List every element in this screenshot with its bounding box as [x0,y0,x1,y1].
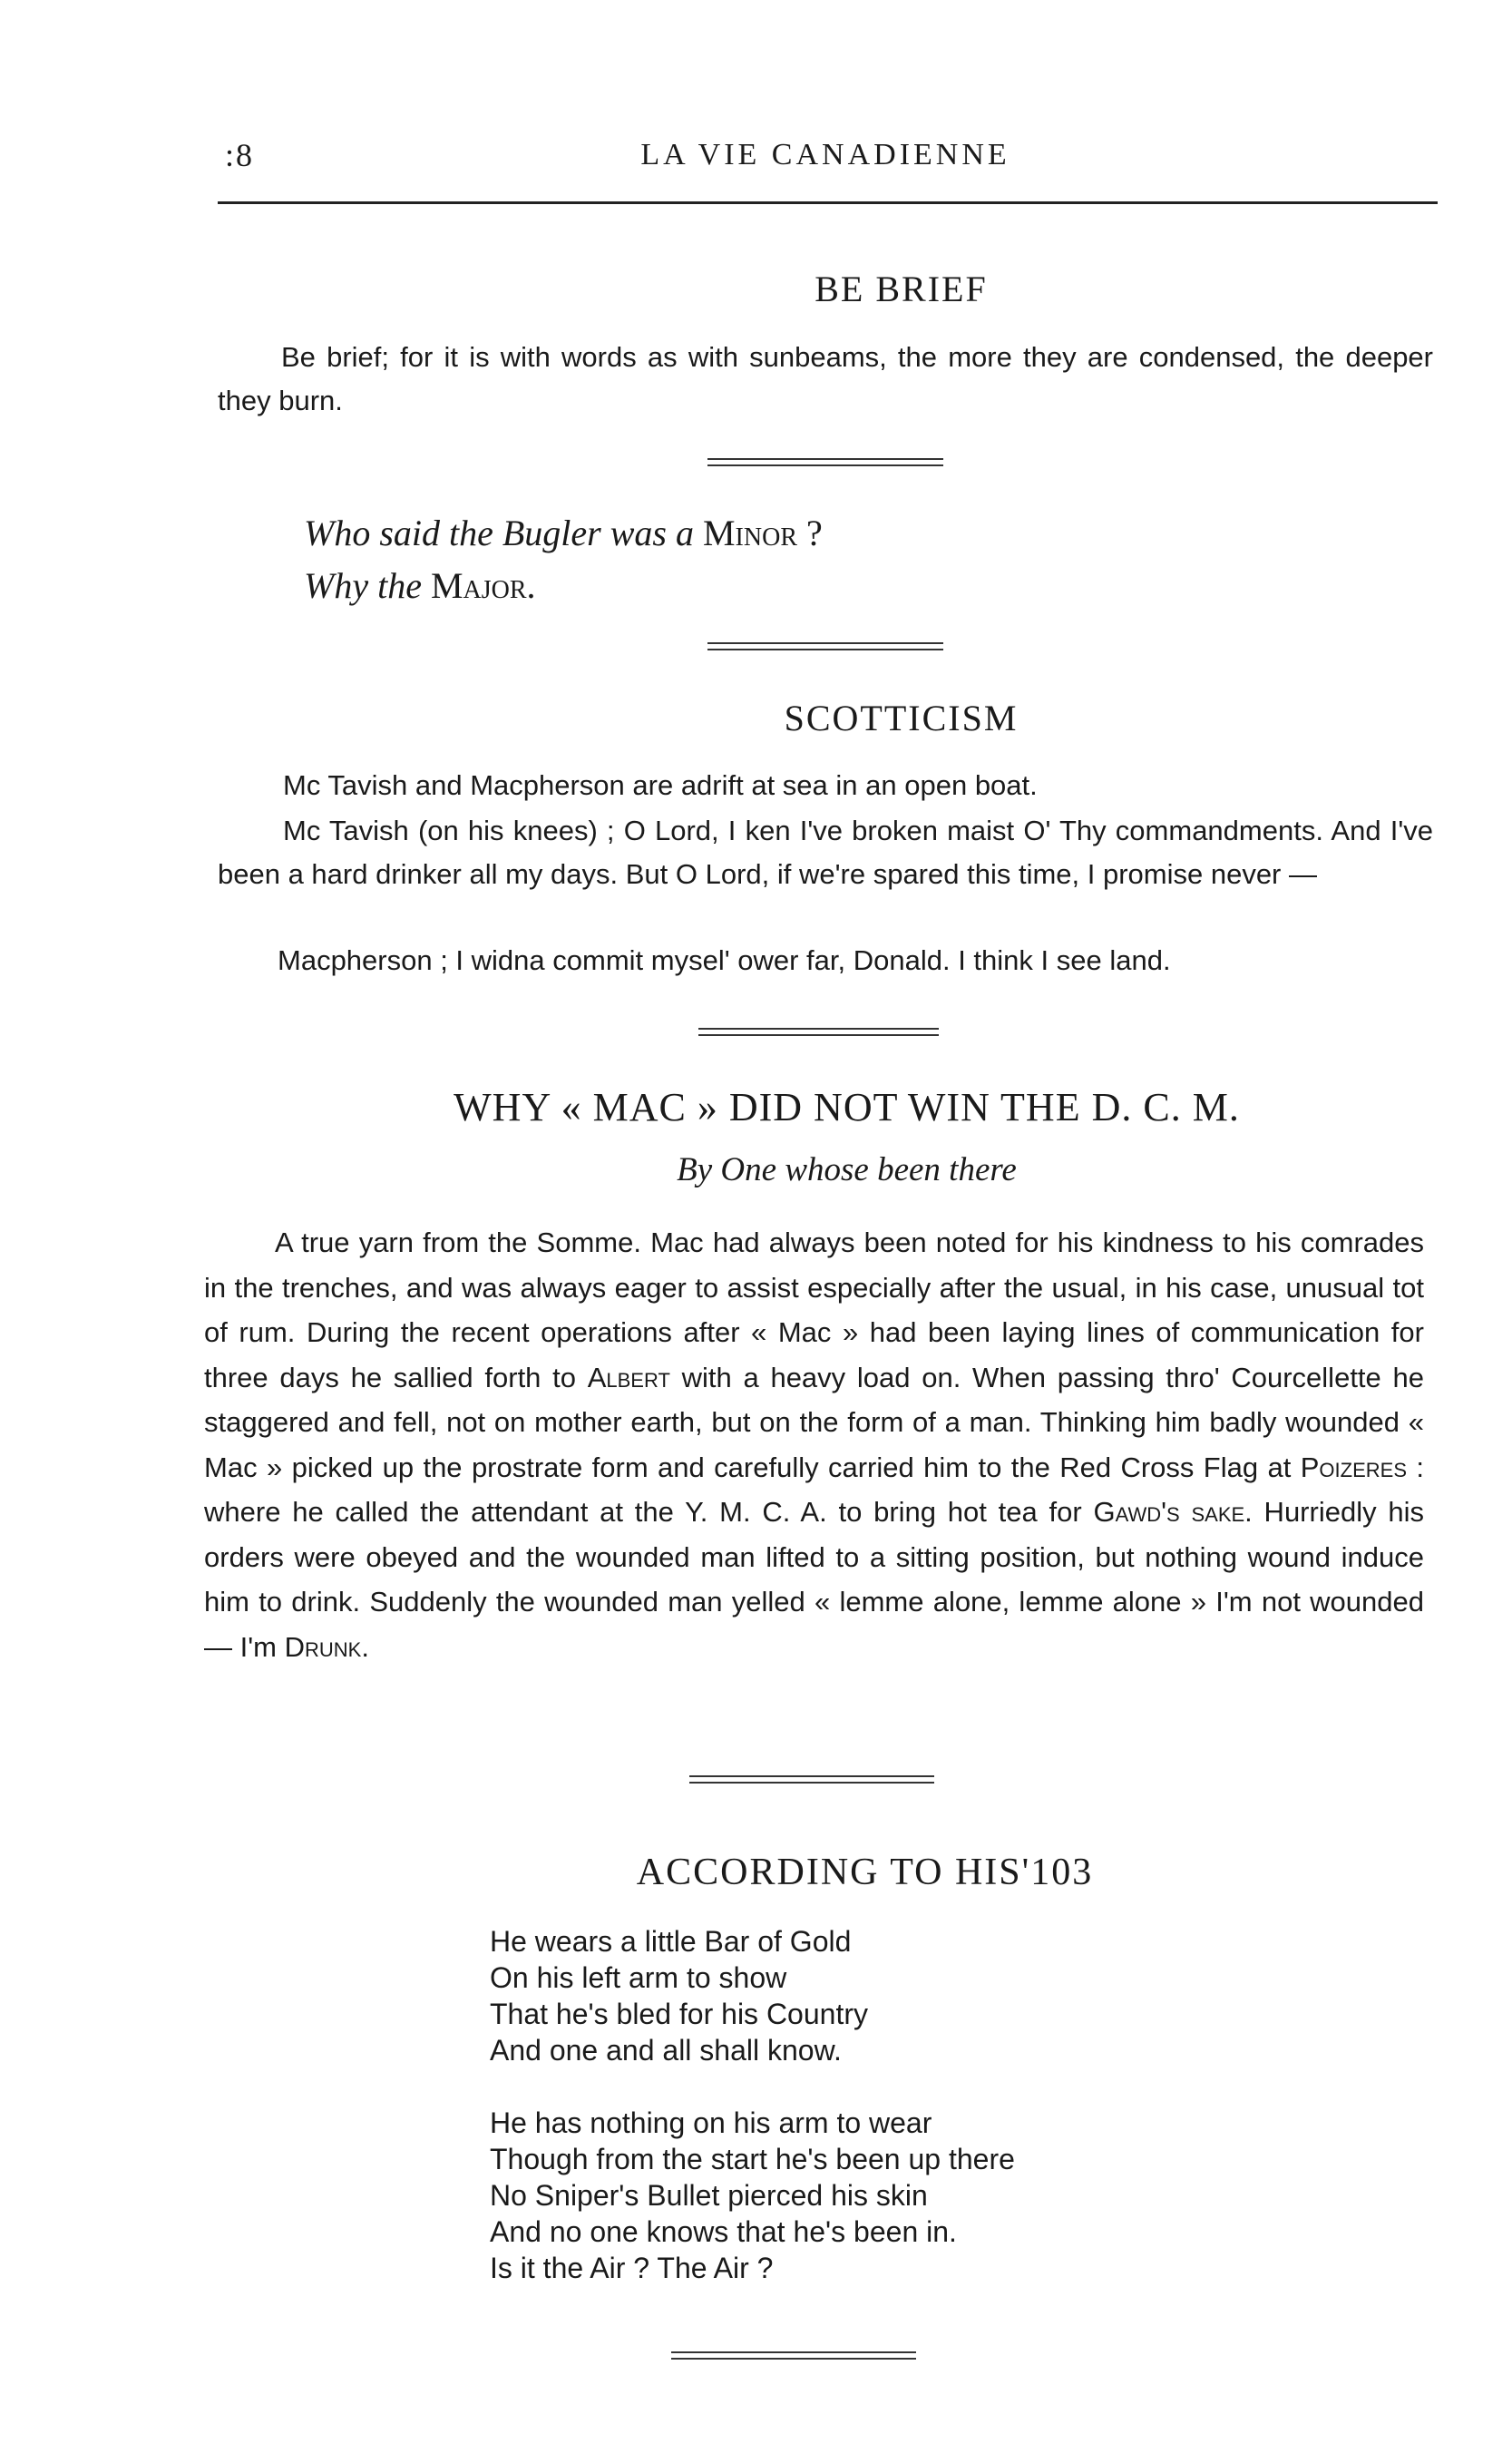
why-mac-text-4: . Hurriedly his orders were obeyed and the wounded man lifted to a sitting position, but nothing wound induce him to drink. Suddenly the wounded man yelled « lemme alone, lemme alone » I'm not wounded — I'm [204,1496,1424,1663]
word-drunk: Drunk [284,1630,362,1663]
why-mac-paragraph [204,1220,1424,1669]
poem-stanza-2 [490,2105,1015,2286]
bugler-answer-text: Why the [304,565,422,606]
poem-line: Is it the Air ? The Air ? [490,2252,774,2284]
bugler-answer-major: Major [430,565,527,606]
bugler-question-text: Who said the Bugler was a [304,513,694,553]
why-mac-text-5: . [361,1630,369,1663]
poem-line: No Sniper's Bullet pierced his skin [490,2179,928,2212]
poem-line: Though from the start he's been up there [490,2143,1015,2175]
poem-stanza-1 [490,1923,868,2068]
scotticism-paragraph-2: Mc Tavish (on his knees) ; O Lord, I ken I've broken maist O' Thy commandments. And I've been a hard drinker all my days. But O Lord, if we're spared this time, I promise never — [218,815,1433,890]
poem-line: On his left arm to show [490,1961,787,1994]
poem-line: And one and all shall know. [490,2034,842,2067]
page-number: :8 [225,137,255,173]
place-poizeres: Poizeres [1300,1451,1407,1483]
divider [698,1028,939,1036]
why-mac-text-1: A true yarn from the Somme. Mac had always been noted for his kindness to his comrades in the trenches, and was always eager to assist especially after the usual, in his case, unusual tot of rum. During the recent operations after « Mac » had been laying lines of communication for three days he sallied forth to [204,1227,1424,1393]
section-title-be-brief: BE BRIEF [815,269,988,309]
why-mac-text-2: with a heavy load on. When passing thro' Courcellette he staggered and fell, not on mother earth, but on the form of a man. Thinking him badly wounded « Mac » picked up the prostrate form and carefully carried him to the Red Cross Flag at [204,1361,1424,1483]
section-title-according: ACCORDING TO HIS'103 [636,1852,1094,1893]
place-albert: Albert [587,1361,670,1393]
bugler-question-minor: Minor [702,513,797,553]
header-rule [218,201,1438,204]
running-title: LA VIE CANADIENNE [640,138,1010,171]
scotticism-paragraph-1: Mc Tavish and Macpherson are adrift at sea in an open boat. [283,769,1038,801]
section-title-why-mac: WHY « MAC » DID NOT WIN THE D. C. M. [454,1085,1240,1129]
divider [671,2351,916,2360]
article-byline: By One whose been there [677,1151,1017,1188]
scotticism-paragraph-3: Macpherson ; I widna commit mysel' ower far, Donald. I think I see land. [278,944,1171,976]
poem-line: That he's bled for his Country [490,1998,868,2030]
section-title-scotticism: SCOTTICISM [784,698,1019,738]
poem-line: And no one knows that he's been in. [490,2215,957,2248]
divider [707,458,943,466]
bugler-answer [304,561,536,611]
phrase-gawds-sake: Gawd's sake [1093,1496,1245,1528]
be-brief-paragraph: Be brief; for it is with words as with sunbeams, the more they are condensed, the deeper they burn. [218,341,1433,416]
divider [707,642,943,650]
page-header [218,136,1433,181]
divider [689,1775,934,1784]
bugler-answer-end: . [526,565,536,606]
why-mac-text-3: : where he called the attendant at the Y. M. C. A. to bring hot tea for [204,1451,1425,1528]
poem-line: He wears a little Bar of Gold [490,1925,852,1958]
bugler-question [304,508,823,559]
bugler-question-end: ? [797,513,823,553]
poem-line: He has nothing on his arm to wear [490,2106,932,2139]
